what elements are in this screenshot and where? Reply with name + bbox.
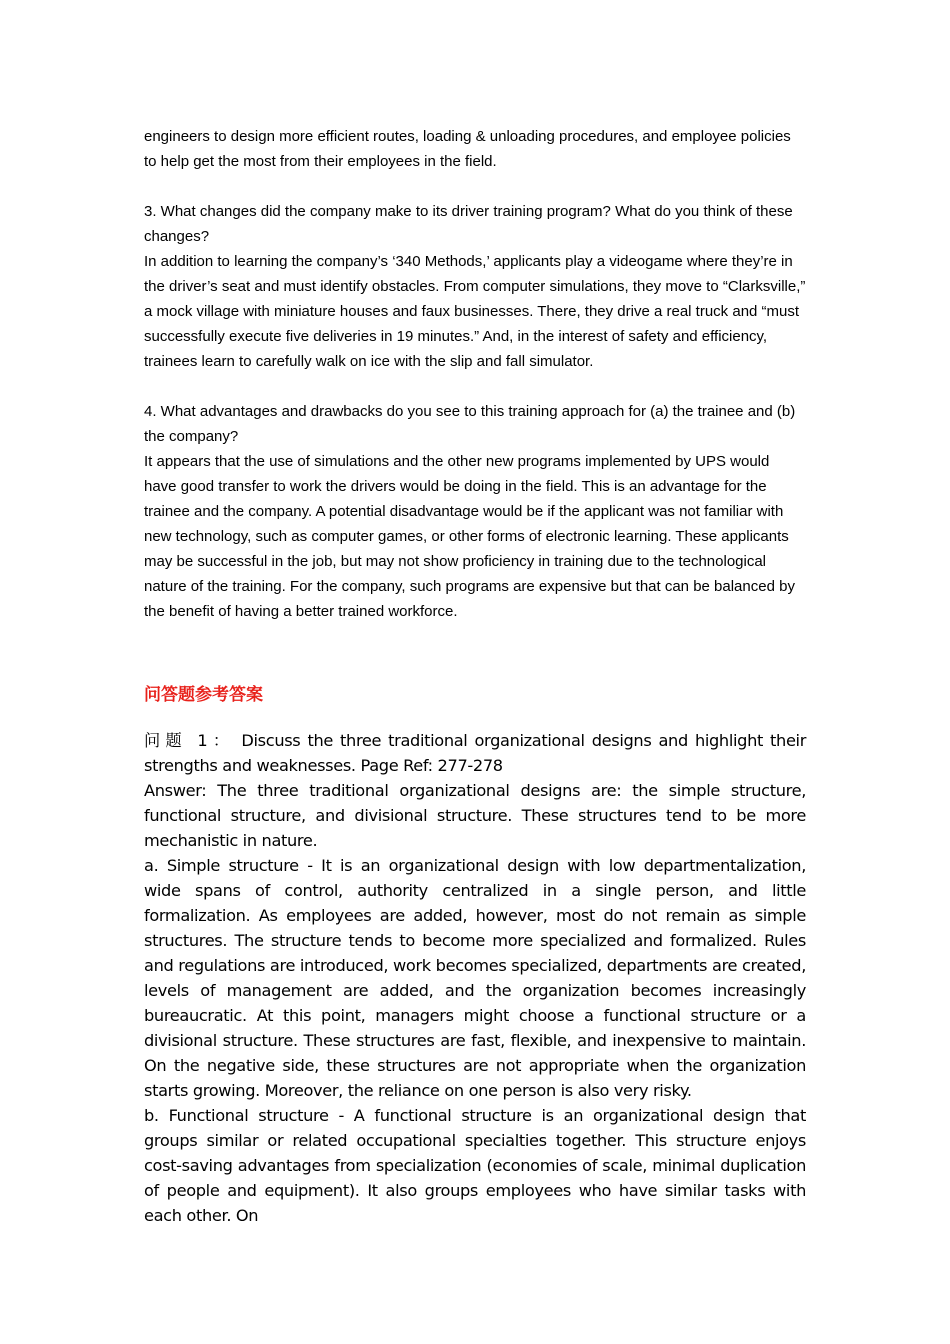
answer-functional-structure: b. Functional structure - A functional structure is an organizational design that groups similar or related occupational specialties together. This structure enjoys cost-saving advantages from specialization (economies of scale, minimal duplication of people and equipment). It also groups employees who have similar tasks with each other. On	[144, 1106, 806, 1225]
section-gap	[144, 624, 806, 680]
section-heading: 问答题参考答案	[144, 685, 263, 705]
question-1-prefix: 问题 1：	[144, 731, 235, 750]
page-content	[144, 124, 806, 1228]
continuation-paragraph: engineers to design more efficient routes, loading & unloading procedures, and employee policies to help get the most from their employees in the field.	[144, 128, 791, 170]
question-1	[144, 728, 806, 778]
answer-intro: Answer: The three traditional organizational designs are: the simple structure, functional structure, and divisional structure. These structures tend to be more mechanistic in nature.	[144, 781, 806, 850]
paragraph-gap	[144, 374, 806, 399]
answer-3: In addition to learning the company’s ‘340 Methods,’ applicants play a videogame where they’re in the driver’s seat and must identify obstacles. From computer simulations, they move to “Clarksville,” a mock village with miniature houses and faux businesses. There, they drive a real truck and “must successfully execute five deliveries in 19 minutes.” And, in the interest of safety and efficiency, trainees learn to carefully walk on ice with the slip and fall simulator.	[144, 253, 806, 370]
question-1-text: Discuss the three traditional organizational designs and highlight their strengths and weaknesses. Page Ref: 277-278	[144, 731, 807, 775]
answer-4: It appears that the use of simulations and the other new programs implemented by UPS would have good transfer to work the drivers would be doing in the field. This is an advantage for the trainee and the company. A potential disadvantage would be if the applicant was not familiar with new technology, such as computer games, or other forms of electronic learning. These applicants may be successful in the job, but may not show proficiency in training due to the technological nature of the training. For the company, such programs are expensive but that can be balanced by the benefit of having a better trained workforce.	[144, 453, 795, 620]
heading-gap	[144, 710, 806, 728]
answer-simple-structure: a. Simple structure - It is an organizational design with low departmentalization, wide spans of control, authority centralized in a single person, and little formalization. As employees are added, however, most do not remain as simple structures. The structure tends to become more specialized and formalized. Rules and regulations are introduced, work becomes specialized, departments are created, levels of management are added, and the organization becomes increasingly bureaucratic. At this point, managers might choose a functional structure or a divisional structure. These structures are fast, flexible, and inexpensive to maintain. On the negative side, these structures are not appropriate when the organization starts growing. Moreover, the reliance on one person is also very risky.	[144, 856, 806, 1100]
question-3: 3. What changes did the company make to its driver training program? What do you think of these changes?	[144, 203, 793, 245]
question-4: 4. What advantages and drawbacks do you see to this training approach for (a) the trainee and (b) the company?	[144, 403, 796, 445]
paragraph-gap	[144, 174, 806, 199]
